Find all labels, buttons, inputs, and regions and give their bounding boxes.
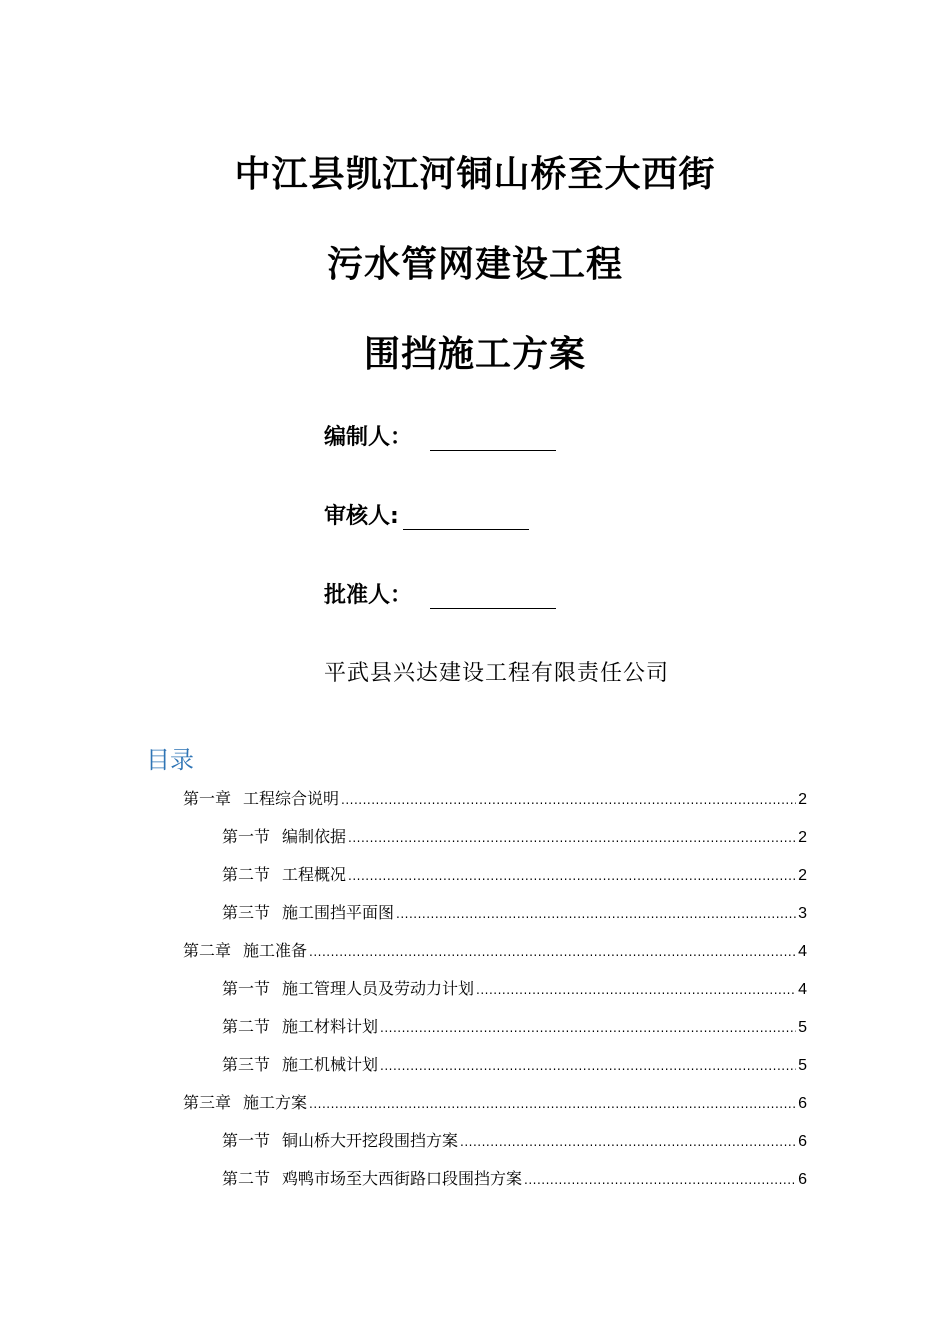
toc-heading: 目录 (146, 746, 194, 774)
toc-entry-title: 编制依据 (282, 827, 347, 846)
approver-label: 批准人： (324, 583, 413, 608)
toc-entry-number: 第二章 (183, 941, 232, 960)
toc-entry[interactable] (222, 1166, 807, 1190)
approver-signature-line (430, 582, 556, 609)
title-line-3: 围挡施工方案 (363, 334, 586, 375)
toc-entry-page: 4 (798, 981, 807, 998)
toc-entry-page: 5 (798, 1057, 807, 1074)
toc-entry-number: 第一节 (222, 979, 271, 998)
toc-entry-page: 4 (798, 943, 807, 960)
toc-leader-dots (341, 793, 796, 807)
toc-leader-dots (460, 1135, 796, 1149)
toc-entry-page: 2 (798, 867, 807, 884)
toc-entry-number: 第三章 (183, 1093, 232, 1112)
reviewer-signature-line (403, 503, 529, 530)
compiler-label: 编制人： (324, 425, 413, 450)
toc-entry-title: 铜山桥大开挖段围挡方案 (282, 1131, 459, 1150)
toc-leader-dots (309, 1097, 796, 1111)
toc-entry-number: 第一章 (183, 789, 232, 808)
toc-entry-title: 施工机械计划 (282, 1055, 379, 1074)
toc-entry-page: 2 (798, 829, 807, 846)
toc-entry-number: 第二节 (222, 1017, 271, 1036)
company-name: 平武县兴达建设工程有限责任公司 (324, 661, 670, 686)
toc-entry-number: 第三节 (222, 1055, 271, 1074)
toc-entry-number: 第二节 (222, 865, 271, 884)
toc-entry[interactable] (222, 862, 807, 886)
title-line-2: 污水管网建设工程 (326, 244, 623, 285)
toc-entry[interactable] (183, 1090, 807, 1114)
toc-entry-title: 施工围挡平面图 (282, 903, 395, 922)
toc-entry-title: 工程综合说明 (243, 789, 340, 808)
toc-entry[interactable] (222, 900, 807, 924)
toc-entry[interactable] (183, 786, 807, 810)
toc-entry-page: 3 (798, 905, 807, 922)
toc-entry-title: 鸡鸭市场至大西街路口段围挡方案 (282, 1169, 523, 1188)
toc-entry[interactable] (222, 824, 807, 848)
toc-leader-dots (476, 983, 796, 997)
toc-leader-dots (309, 945, 796, 959)
toc-leader-dots (524, 1173, 796, 1187)
toc-entry-page: 5 (798, 1019, 807, 1036)
approver-row (324, 578, 556, 609)
toc-leader-dots (348, 831, 796, 845)
toc-entry-title: 施工材料计划 (282, 1017, 379, 1036)
toc-entry-page: 2 (798, 791, 807, 808)
compiler-row (324, 420, 556, 451)
toc-leader-dots (380, 1021, 796, 1035)
toc-entry-page: 6 (798, 1095, 807, 1112)
compiler-signature-line (430, 424, 556, 451)
toc-entry[interactable] (222, 1014, 807, 1038)
toc-leader-dots (348, 869, 796, 883)
toc-entry[interactable] (222, 1128, 807, 1152)
toc-leader-dots (380, 1059, 796, 1073)
toc-entry-number: 第三节 (222, 903, 271, 922)
reviewer-row (324, 499, 529, 530)
toc-entry-title: 施工方案 (243, 1093, 308, 1112)
toc-entry-number: 第二节 (222, 1169, 271, 1188)
toc-entry-title: 工程概况 (282, 865, 347, 884)
toc-leader-dots (396, 907, 796, 921)
reviewer-label: 审核人: (324, 504, 399, 529)
toc-entry-number: 第一节 (222, 827, 271, 846)
toc-entry-number: 第一节 (222, 1131, 271, 1150)
toc-entry-title: 施工管理人员及劳动力计划 (282, 979, 475, 998)
toc-entry-page: 6 (798, 1133, 807, 1150)
toc-entry[interactable] (183, 938, 807, 962)
title-line-1: 中江县凯江河铜山桥至大西街 (234, 154, 716, 195)
toc-entry-title: 施工准备 (243, 941, 308, 960)
toc-entry[interactable] (222, 1052, 807, 1076)
toc-entry-page: 6 (798, 1171, 807, 1188)
toc-entry[interactable] (222, 976, 807, 1000)
